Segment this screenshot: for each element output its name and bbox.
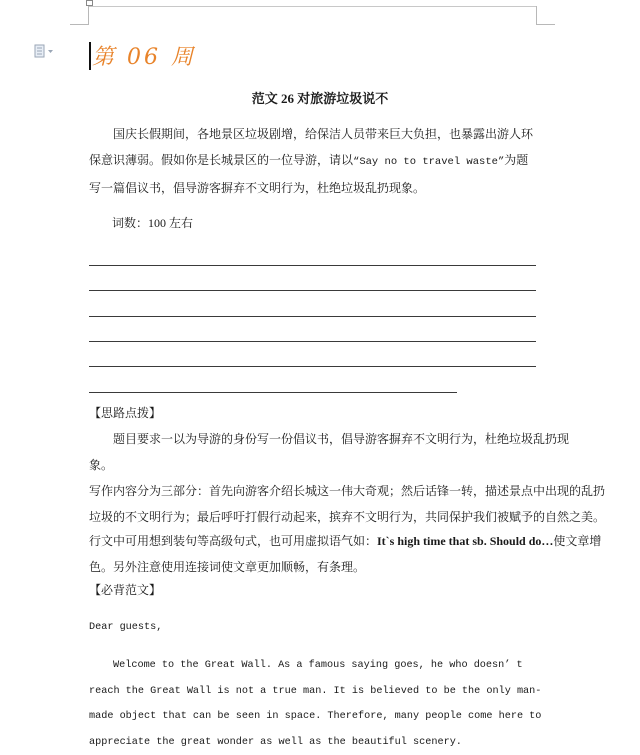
prompt-quote: “Say no to travel waste” (353, 156, 505, 168)
text-cursor (89, 42, 91, 70)
document-style-icon[interactable] (34, 44, 54, 58)
page-top-rule (88, 6, 537, 7)
margin-corner-left (70, 6, 89, 25)
answer-line[interactable] (89, 316, 536, 317)
hints-p3-phrase: It`s high time that sb. Should do… (377, 534, 554, 548)
word-count: 词数：100 左右 (112, 216, 194, 230)
prompt-text-1: 国庆长假期间，各地景区垃圾剧增，给保洁人员带来巨大负担，也暴露出游人环保意识薄弱。假如你是长城景区的一位导游，请以 (89, 127, 534, 167)
hints-p3-text-end: 使文章增色。另外注意使用连接词使文章更加顺畅，有条理。 (89, 534, 602, 574)
hints-paragraph-1: 题目要求一以为导游的身份写一份倡议书，倡导游客摒弃不文明行为，杜绝垃圾乱扔现象。 (89, 432, 570, 472)
hints-p3-text: 行文中可用想到装句等高级句式，也可用虚拟语气如： (89, 534, 378, 548)
answer-line[interactable] (89, 290, 536, 291)
answer-line[interactable] (89, 265, 536, 266)
hints-paragraph-2: 写作内容分为三部分：首先向游客介绍长城这一伟大奇观；然后话锋一转，描述景点中出现的乱扔垃圾的不文明行为；最后呼吁打假行动起来，摈弃不文明行为，共同保护我们被赋予的自然之美。 (89, 484, 606, 524)
prompt-paragraph (89, 121, 539, 201)
prompt-text-2: 为题写一篇倡议书，倡导游客摒弃不文明行为，杜绝垃圾乱扔现象。 (89, 153, 529, 195)
hints-heading: 【思路点拨】 (89, 406, 162, 420)
answer-line[interactable] (89, 366, 536, 367)
model-essay-heading: 【必背范文】 (89, 583, 162, 597)
answer-line[interactable] (89, 341, 536, 342)
week-heading: 第 06 周 (92, 45, 196, 70)
margin-corner-right (536, 6, 555, 25)
article-title: 范文 26 对旅游垃圾说不 (251, 91, 389, 106)
essay-body: Welcome to the Great Wall. As a famous saying goes, he who doesn’ t reach the Great Wall is not a true man. It is believed to be the only man-made object that can be seen in space. Therefore, many people come here to appreciate the great wonder as well as the beautiful scenery. (89, 660, 542, 748)
hints-paragraph-3 (89, 528, 609, 580)
essay-salutation: Dear guests, (89, 622, 163, 633)
answer-line[interactable] (89, 392, 457, 393)
